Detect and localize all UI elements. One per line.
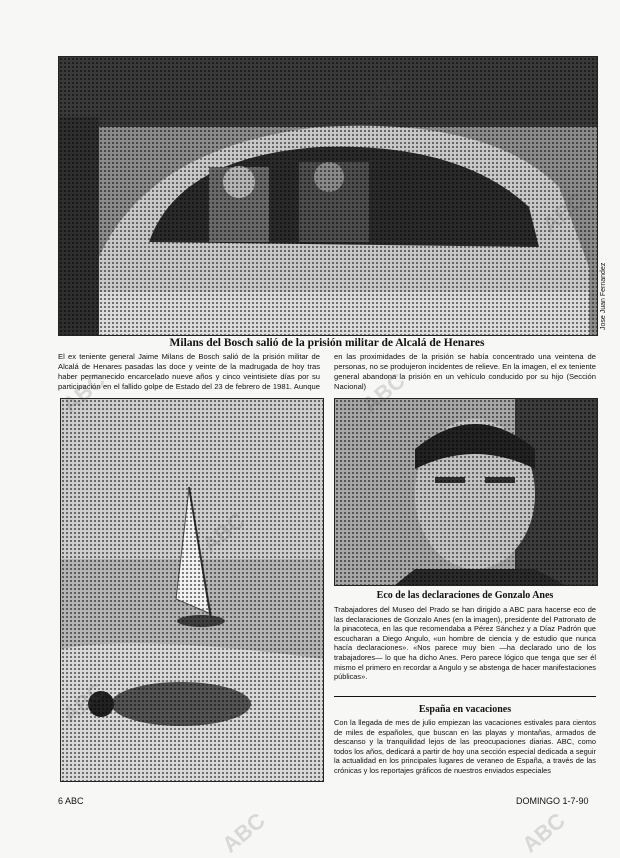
anes-portrait (334, 398, 598, 586)
watermark: ABC (217, 807, 270, 858)
page-number: 6 ABC (58, 796, 84, 806)
photo-credit: Jose Juan Fernandez (600, 262, 607, 330)
main-story-body: El ex teniente general Jaime Milans de Bosch salió de la prisión militar de Alcalá de Henares pasadas las doce y veinte de la madrugada de hoy tras haber permanecido encarcelado nueve años y cinco veintisiete días por su participación en el fallido golpe de Estado del 23 de febrero de 1981. Aunque en las proximidades de la prisión se había concentrado una veintena de personas, no se produjeron incidentes de relieve. En la imagen, el ex teniente general abandona la prisión en un vehículo conducido por su hijo (Sección Nacional) (58, 352, 596, 391)
issue-date: DOMINGO 1-7-90 (516, 796, 589, 806)
sailing-photo (60, 398, 324, 782)
anes-headline: Eco de las declaraciones de Gonzalo Anes (376, 590, 554, 601)
watermark: ABC (357, 367, 410, 418)
car-photo (58, 56, 598, 336)
watermark: ABC (57, 367, 110, 418)
vacaciones-story-body: Con la llegada de mes de julio empiezan las vacaciones estivales para cientos de miles de españoles, que buscan en las playas y montañas, armados de descanso y la tranquilidad lejos de las preocupaciones diarias. ABC, como todos los años, dedicará a partir de hoy una sección especial dedicada a seguir la actualidad en los principales lugares de veraneo de España, a través de las crónicas y los reportajes gráficos de nuestros enviados especiales (334, 718, 596, 775)
vacaciones-headline: España en vacaciones (418, 704, 512, 715)
watermark: ABC (517, 807, 570, 858)
section-divider (334, 696, 596, 697)
anes-story-body: Trabajadores del Museo del Prado se han dirigido a ABC para hacerse eco de las declaraciones de Gonzalo Anes (en la imagen), presidente del Patronato de la pinacoteca, en las que recomendaba a Pérez Sánchez y a Díaz Padrón que escucharan a Diego Angulo, «un hombre de ciencia y de estudio que nunca hacía declaraciones». «Nos parece muy bien —ha declarado uno de los trabajadores— lo que ha dicho Anes. Pero parece lógico que tenga que ser él mismo el primero en recordar a Angulo y se abstenga de hacer manifestaciones públicas». (334, 605, 596, 682)
main-headline: Milans del Bosch salió de la prisión militar de Alcalá de Henares (169, 337, 485, 349)
